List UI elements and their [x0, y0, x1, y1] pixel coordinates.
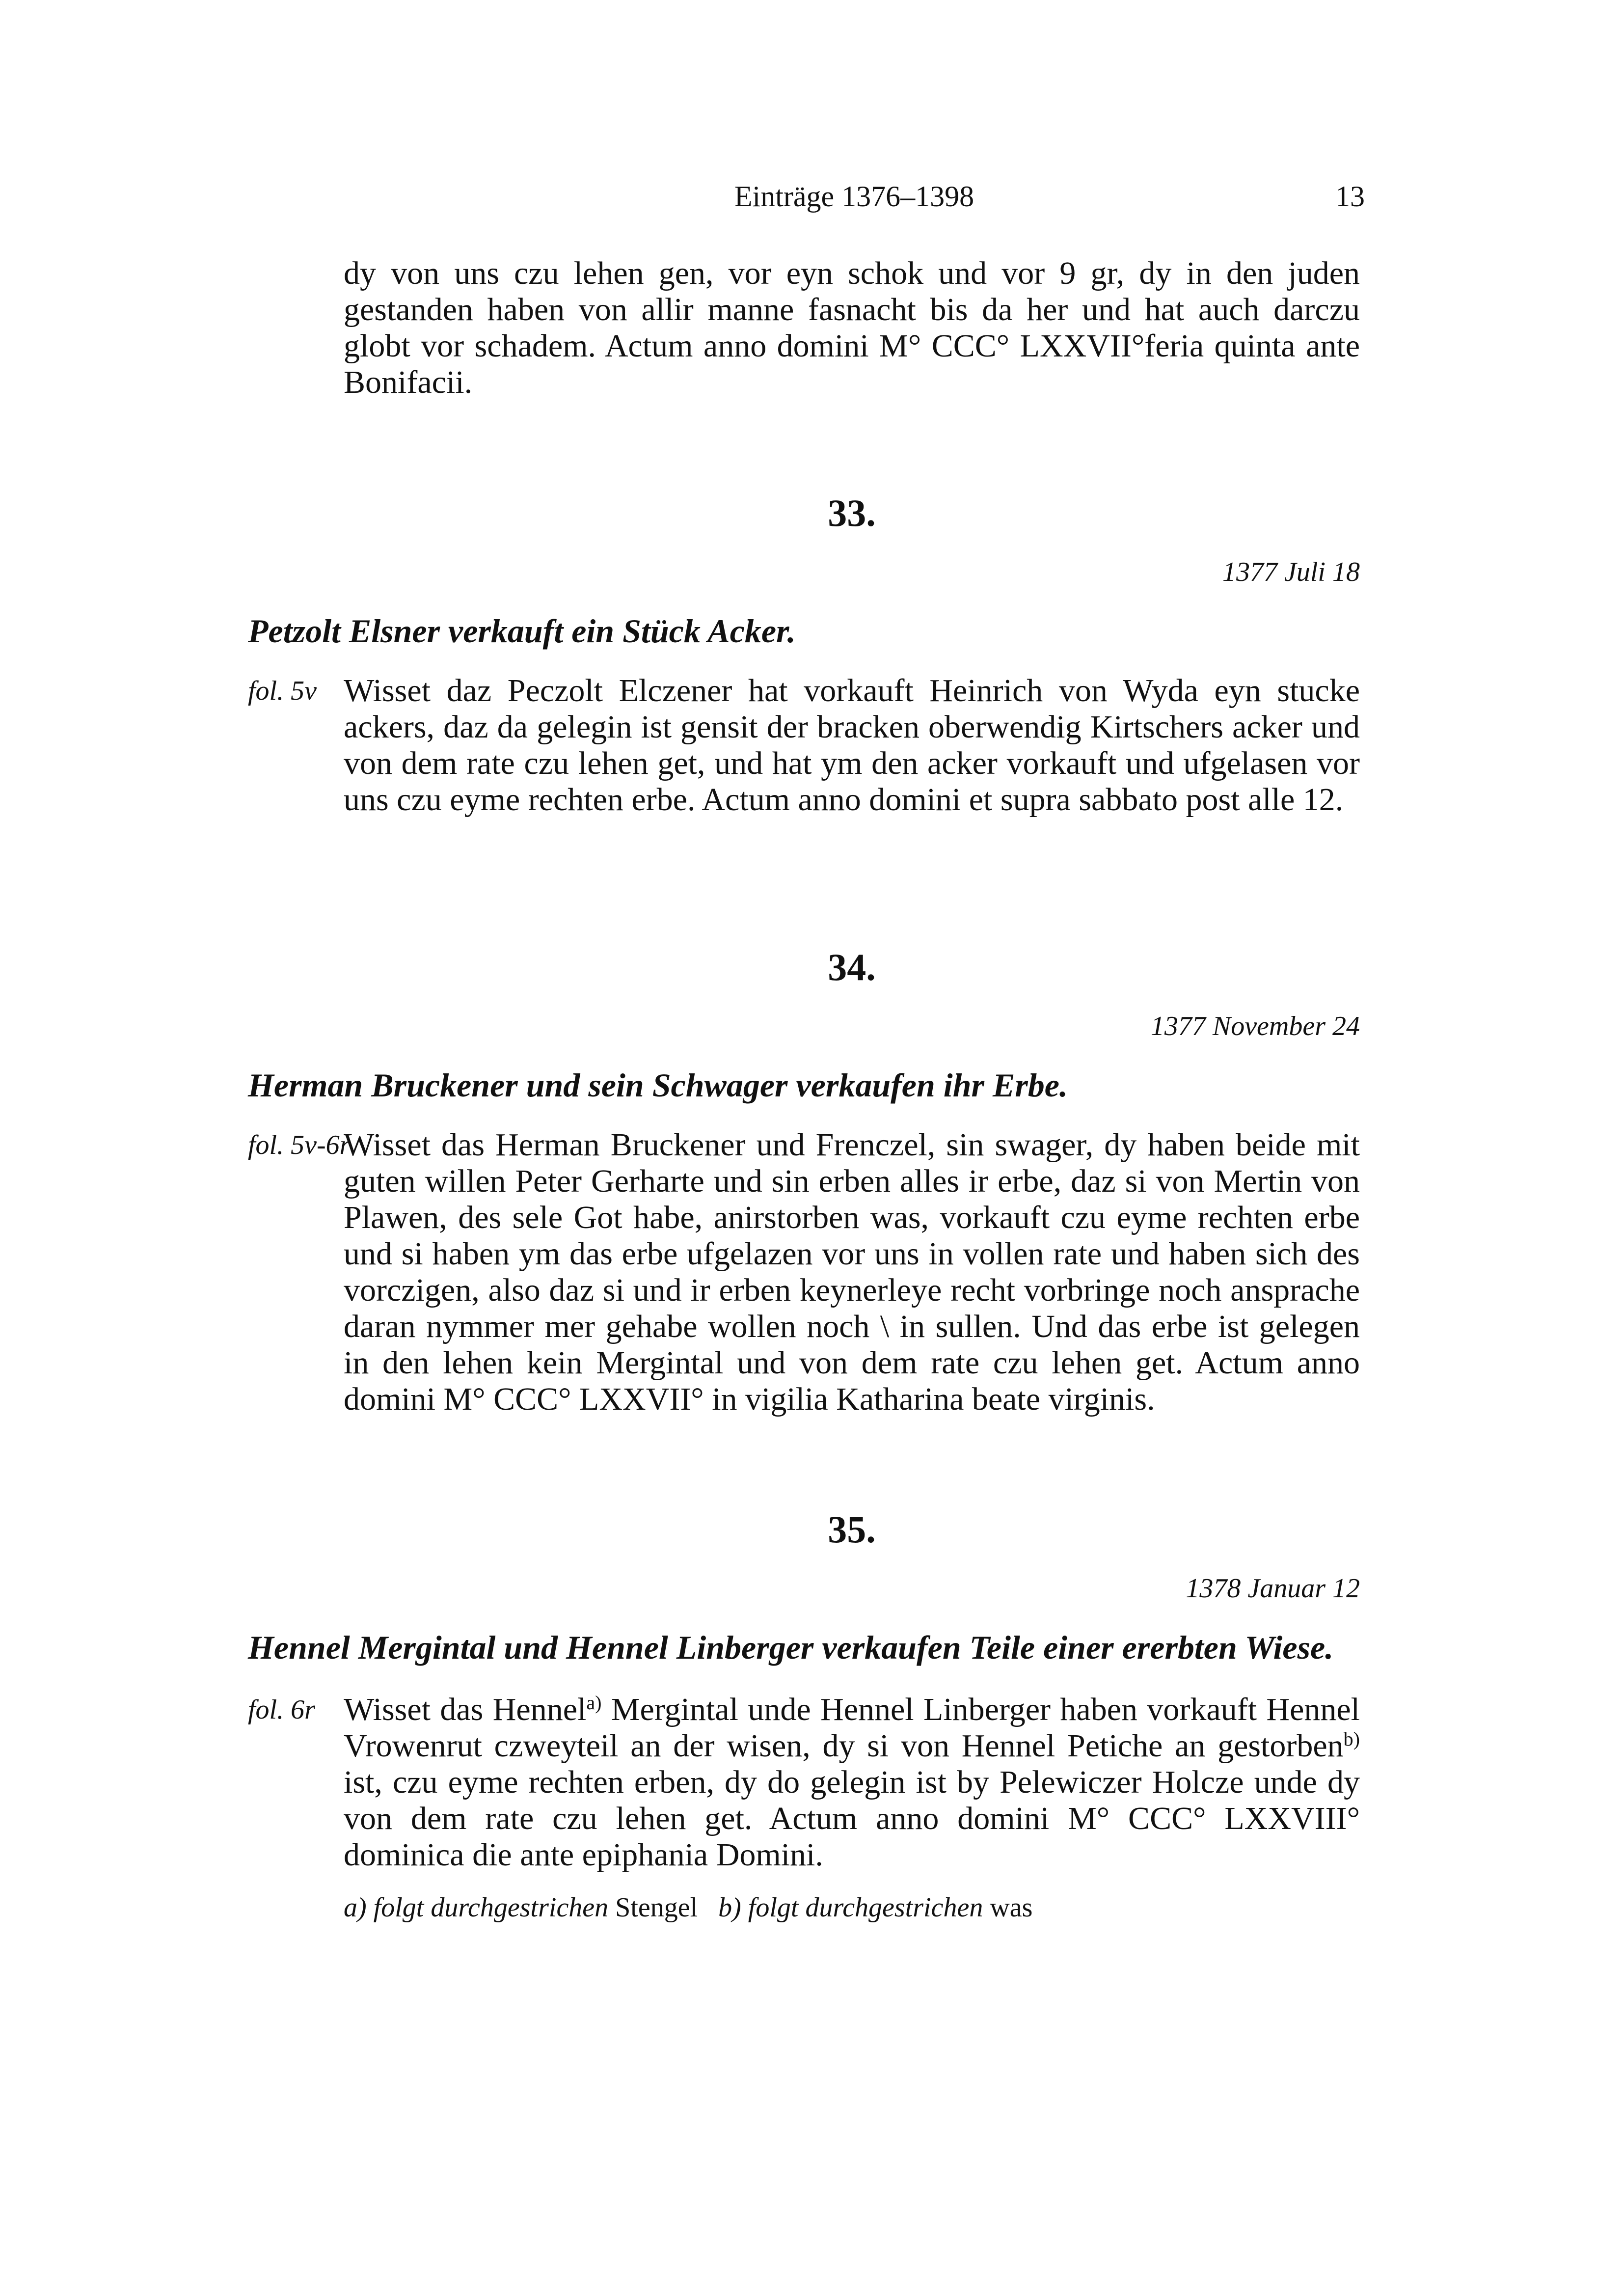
- footnote-b-word: was: [990, 1892, 1033, 1923]
- continuation-paragraph: dy von uns czu lehen gen, vor eyn schok und vor 9 gr, dy in den juden gestanden haben von allir manne fasnacht bis da her und hat auch darczu globt vor schadem. Actum anno domini M° CCC° LXXVII°feria quinta ante Bonifacii.: [344, 255, 1360, 400]
- footnote-a-label: a) folgt durchgestrichen: [344, 1892, 609, 1923]
- entry-heading: Herman Bruckener und sein Schwager verkaufen ihr Erbe.: [248, 1066, 1068, 1104]
- footnote-b-label: b) folgt durchgestrichen: [718, 1892, 983, 1923]
- running-header: [344, 177, 1365, 216]
- footnote-marker-b: b): [1343, 1728, 1360, 1750]
- footnotes: [344, 1890, 1360, 1925]
- entry-heading: Petzolt Elsner verkauft ein Stück Acker.: [248, 612, 796, 650]
- entry-date: 1377 November 24: [1150, 1011, 1360, 1041]
- folio-reference: fol. 6r: [248, 1695, 315, 1725]
- entry-number: 33.: [828, 492, 876, 534]
- entry-text-part: Mergintal unde Hennel Linberger haben vorkauft Hennel Vrowenrut czweyteil an der wisen, dy si von Hennel Petiche an gestorben: [344, 1692, 1360, 1764]
- entry-number: 35.: [828, 1508, 876, 1551]
- entry-text-part: Wisset das Hennel: [344, 1692, 587, 1727]
- entry-text-part: ist, czu eyme rechten erben, dy do gelegin ist by Pelewiczer Holcze unde dy von dem rate czu lehen get. Actum anno domini M° CCC° LXXVIII° dominica die ante epiphania Domini.: [344, 1764, 1360, 1873]
- entry-number: 34.: [828, 946, 876, 988]
- page-number: 13: [1335, 180, 1365, 213]
- footnote-a-word: Stengel: [615, 1892, 698, 1923]
- entry-date: 1378 Januar 12: [1186, 1573, 1360, 1604]
- footnote-marker-a: a): [586, 1692, 602, 1714]
- entry-text: [344, 1692, 1360, 1873]
- folio-reference: fol. 5v-6r: [248, 1130, 351, 1160]
- entry-heading: Hennel Mergintal und Hennel Linberger verkaufen Teile einer ererbten Wiese.: [248, 1629, 1334, 1666]
- running-title: Einträge 1376–1398: [734, 180, 974, 213]
- entry-date: 1377 Juli 18: [1222, 557, 1360, 587]
- entry-text: Wisset das Herman Bruckener und Frenczel, sin swager, dy haben beide mit guten willen Peter Gerharte und sin erben alles ir erbe, daz si von Mertin von Plawen, des sele Got habe, anirstorben was, vorkauft czu eyme rechten erbe und si haben ym das erbe ufgelazen vor uns in vollen rate und haben sich des vorczigen, also daz si und ir erben keynerleye recht vorbringe noch ansprache daran nymmer mer gehabe wollen noch \ in sullen. Und das erbe ist gelegen in den lehen kein Mergintal und von dem rate czu lehen get. Actum anno domini M° CCC° LXXVII° in vigilia Katharina beate virginis.: [344, 1127, 1360, 1417]
- entry-text: Wisset daz Peczolt Elczener hat vorkauft Heinrich von Wyda eyn stucke ackers, daz da gelegin ist gensit der bracken oberwendig Kirtschers acker und von dem rate czu lehen get, und hat ym den acker vorkauft und ufgelasen vor uns czu eyme rechten erbe. Actum anno domini et supra sabbato post alle 12.: [344, 673, 1360, 818]
- folio-reference: fol. 5v: [248, 676, 317, 706]
